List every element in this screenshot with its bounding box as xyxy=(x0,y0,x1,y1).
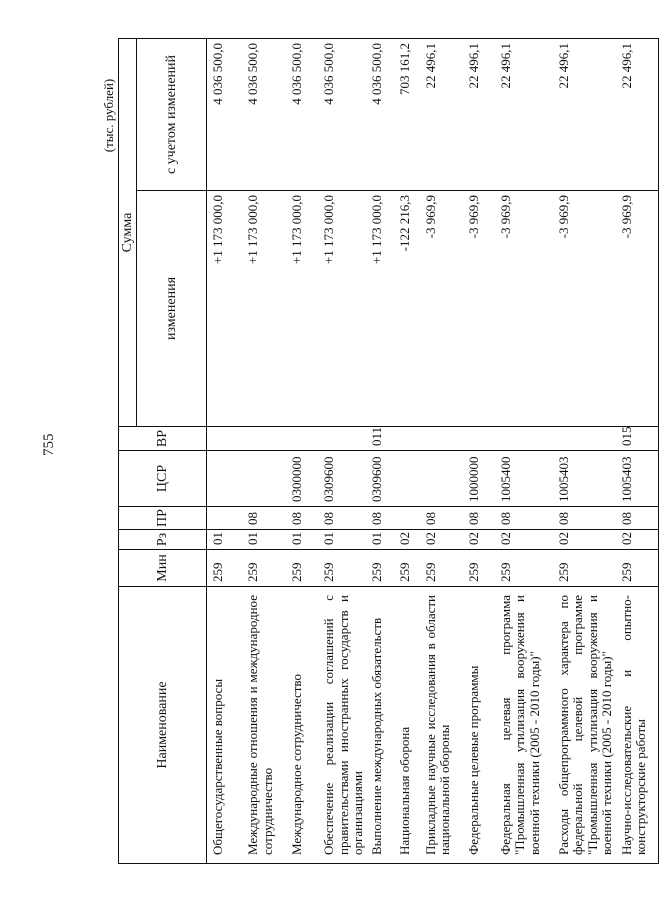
header-pr: ПР xyxy=(119,507,207,530)
row-min: 259 xyxy=(463,550,495,587)
header-csr: ЦСР xyxy=(119,451,207,507)
row-csr: 0300000 xyxy=(286,451,318,507)
row-change: -3 969,9 xyxy=(463,191,495,427)
row-change: -3 969,9 xyxy=(495,191,553,427)
budget-table xyxy=(118,38,659,864)
row-pr: 08 xyxy=(242,507,286,530)
row-min: 259 xyxy=(553,550,616,587)
header-min: Мин xyxy=(119,550,207,587)
page-number: 755 xyxy=(41,433,57,456)
row-name: Научно-исследовательские и опытно-конструкторские работы xyxy=(616,587,659,864)
header-rz: Рз xyxy=(119,530,207,550)
row-rz: 01 xyxy=(286,530,318,550)
row-pr xyxy=(207,507,243,530)
row-csr xyxy=(420,451,463,507)
row-rz: 02 xyxy=(394,530,420,550)
row-rz: 01 xyxy=(318,530,366,550)
header-total: с учетом изменений xyxy=(137,39,207,191)
row-total: 22 496,1 xyxy=(463,39,495,191)
row-min: 259 xyxy=(318,550,366,587)
row-vr xyxy=(553,427,616,451)
row-total: 22 496,1 xyxy=(495,39,553,191)
row-rz: 02 xyxy=(616,530,659,550)
row-change: -3 969,9 xyxy=(553,191,616,427)
row-min: 259 xyxy=(394,550,420,587)
row-change: -3 969,9 xyxy=(420,191,463,427)
row-vr xyxy=(495,427,553,451)
row-pr: 08 xyxy=(495,507,553,530)
row-total: 22 496,1 xyxy=(553,39,616,191)
table-row xyxy=(463,39,495,864)
unit-note: (тыс. рублей) xyxy=(101,78,116,153)
table-row xyxy=(318,39,366,864)
row-vr xyxy=(420,427,463,451)
row-vr xyxy=(242,427,286,451)
row-total: 4 036 500,0 xyxy=(366,39,394,191)
row-total: 22 496,1 xyxy=(420,39,463,191)
header-sum: Сумма xyxy=(119,39,137,427)
row-vr xyxy=(318,427,366,451)
row-name: Международные отношения и международное сотрудничество xyxy=(242,587,286,864)
row-change: +1 173 000,0 xyxy=(318,191,366,427)
row-csr xyxy=(207,451,243,507)
table-row xyxy=(420,39,463,864)
row-csr: 1005403 xyxy=(553,451,616,507)
row-rz: 02 xyxy=(553,530,616,550)
row-csr xyxy=(242,451,286,507)
table-row xyxy=(495,39,553,864)
row-vr xyxy=(394,427,420,451)
row-rz: 01 xyxy=(366,530,394,550)
header-changes: изменения xyxy=(137,191,207,427)
table-row xyxy=(553,39,616,864)
row-csr: 0309600 xyxy=(318,451,366,507)
row-name: Федеральные целевые программы xyxy=(463,587,495,864)
row-name: Прикладные научные исследования в области национальной обороны xyxy=(420,587,463,864)
row-vr: 011 xyxy=(366,427,394,451)
row-pr: 08 xyxy=(616,507,659,530)
row-min: 259 xyxy=(207,550,243,587)
row-name: Международное сотрудничество xyxy=(286,587,318,864)
row-name: Федеральная целевая программа "Промышленная утилизация вооружения и военной техники (2005 - 2010 годы)" xyxy=(495,587,553,864)
row-vr xyxy=(463,427,495,451)
row-csr: 1000000 xyxy=(463,451,495,507)
table-row xyxy=(616,39,659,864)
row-change: +1 173 000,0 xyxy=(242,191,286,427)
row-total: 4 036 500,0 xyxy=(242,39,286,191)
row-vr xyxy=(207,427,243,451)
row-csr: 1005403 xyxy=(616,451,659,507)
row-pr: 08 xyxy=(420,507,463,530)
table-row xyxy=(366,39,394,864)
row-min: 259 xyxy=(616,550,659,587)
table-row xyxy=(207,39,243,864)
row-csr: 0309600 xyxy=(366,451,394,507)
row-rz: 02 xyxy=(495,530,553,550)
row-total: 4 036 500,0 xyxy=(286,39,318,191)
row-min: 259 xyxy=(495,550,553,587)
row-total: 703 161,2 xyxy=(394,39,420,191)
row-pr: 08 xyxy=(286,507,318,530)
table-row xyxy=(242,39,286,864)
row-change: -3 969,9 xyxy=(616,191,659,427)
row-change: +1 173 000,0 xyxy=(207,191,243,427)
row-rz: 02 xyxy=(420,530,463,550)
row-name: Общегосударственные вопросы xyxy=(207,587,243,864)
row-total: 4 036 500,0 xyxy=(318,39,366,191)
row-name: Национальная оборона xyxy=(394,587,420,864)
row-min: 259 xyxy=(420,550,463,587)
row-change: +1 173 000,0 xyxy=(366,191,394,427)
table-row xyxy=(394,39,420,864)
row-name: Расходы общепрограммного характера по федеральной целевой программе "Промышленная утилизация вооружения и военной техники (2005 - 2010 годы)" xyxy=(553,587,616,864)
row-rz: 01 xyxy=(207,530,243,550)
row-vr xyxy=(286,427,318,451)
row-csr: 1005400 xyxy=(495,451,553,507)
row-vr: 015 xyxy=(616,427,659,451)
row-pr: 08 xyxy=(463,507,495,530)
row-total: 4 036 500,0 xyxy=(207,39,243,191)
table-row xyxy=(286,39,318,864)
row-pr: 08 xyxy=(553,507,616,530)
row-pr xyxy=(394,507,420,530)
header-name: Наименование xyxy=(119,587,207,864)
row-change: +1 173 000,0 xyxy=(286,191,318,427)
rotated-table-area xyxy=(100,39,649,864)
row-csr xyxy=(394,451,420,507)
row-min: 259 xyxy=(366,550,394,587)
row-rz: 01 xyxy=(242,530,286,550)
header-vr: ВР xyxy=(119,427,207,451)
row-min: 259 xyxy=(286,550,318,587)
row-name: Выполнение международных обязательств xyxy=(366,587,394,864)
row-pr: 08 xyxy=(366,507,394,530)
row-name: Обеспечение реализации соглашений с правительствами иностранных государств и организациями xyxy=(318,587,366,864)
row-min: 259 xyxy=(242,550,286,587)
row-rz: 02 xyxy=(463,530,495,550)
row-pr: 08 xyxy=(318,507,366,530)
row-change: -122 216,3 xyxy=(394,191,420,427)
row-total: 22 496,1 xyxy=(616,39,659,191)
